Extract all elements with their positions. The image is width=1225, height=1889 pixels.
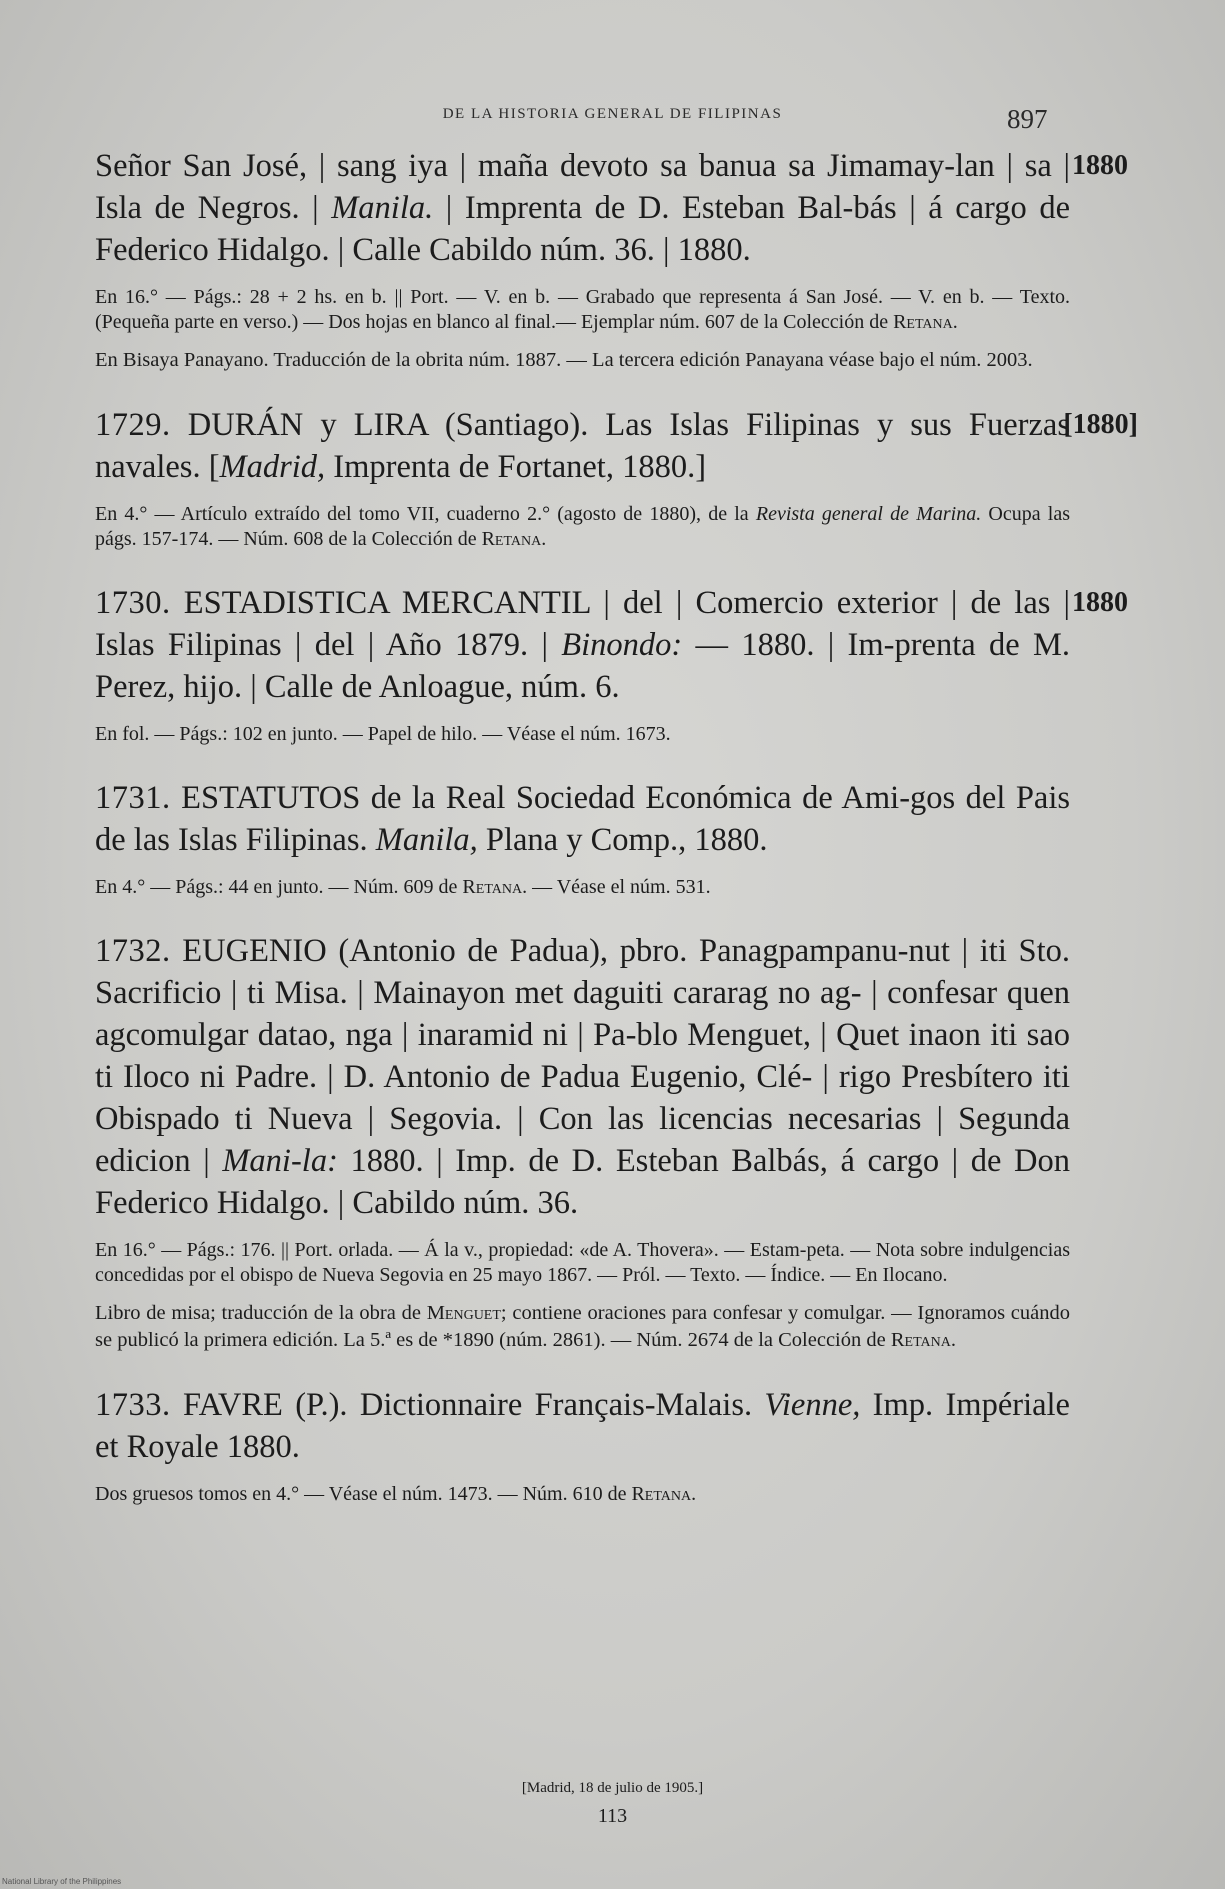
entry-1729 bbox=[95, 404, 1138, 552]
entry-commentary: Libro de misa; traducción de la obra de Menguet; contiene oraciones para confesar y comulgar. — Ignoramos cuándo se publicó la primera edición. La 5.ª es de *1890 (núm. 2861). — Núm. 2674 de la Colección de Retana. bbox=[95, 1302, 1070, 1351]
entry-year: [1880] bbox=[1063, 409, 1138, 440]
printer-signature: 113 bbox=[597, 1805, 628, 1827]
entry-1733 bbox=[95, 1384, 1070, 1507]
running-title: DE LA HISTORIA GENERAL DE FILIPINAS bbox=[442, 106, 783, 122]
entry-title: 1731. ESTATUTOS de la Real Sociedad Económica de Ami-gos del Pais de las Islas Filipinas. Manila, Plana y Comp., 1880. bbox=[95, 780, 1070, 858]
entry-notes: En 4.° — Págs.: 44 en junto. — Núm. 609 de Retana. — Véase el núm. 531. bbox=[95, 876, 711, 898]
footer-date: [Madrid, 18 de julio de 1905.] bbox=[521, 1780, 704, 1796]
entry-notes: En fol. — Págs.: 102 en junto. — Papel de hilo. — Véase el núm. 1673. bbox=[95, 723, 671, 745]
entry-number: 1730. bbox=[95, 585, 171, 621]
entry-year: 1880 bbox=[1072, 150, 1128, 181]
entry-year: 1880 bbox=[1072, 587, 1128, 618]
entry-1731 bbox=[95, 777, 1070, 900]
entry-1732 bbox=[95, 930, 1070, 1354]
entry-continuation bbox=[95, 145, 1128, 374]
entry-notes: Dos gruesos tomos en 4.° — Véase el núm. 1473. — Núm. 610 de Retana. bbox=[95, 1483, 697, 1505]
entry-notes: En 16.° — Págs.: 28 + 2 hs. en b. || Port. — V. en b. — Grabado que representa á San José. — V. en b. — Texto. (Pequeña parte en verso.) — Dos hojas en blanco al final.— Ejemplar núm. 607 de la Colección de Retana. bbox=[95, 286, 1070, 333]
entry-1730 bbox=[95, 582, 1128, 747]
page-number: 897 bbox=[1007, 104, 1048, 134]
entry-title: Señor San José, | sang iya | maña devoto sa banua sa Jimamay-lan | sa | Isla de Negros. | Manila. | Imprenta de D. Esteban Bal-bás | á cargo de Federico Hidalgo. | Calle Cabildo núm. 36. | 1880. bbox=[95, 148, 1070, 268]
entry-number: 1731. bbox=[95, 780, 171, 816]
entry-number: 1729. bbox=[95, 407, 171, 443]
entry-title: 1733. FAVRE (P.). Dictionnaire Français-Malais. Vienne, Imp. Impériale et Royale 1880. bbox=[95, 1387, 1070, 1465]
library-watermark: National Library of the Philippines bbox=[2, 1877, 122, 1886]
bibliography-content bbox=[95, 145, 1138, 1507]
entry-title: 1732. EUGENIO (Antonio de Padua), pbro. Panagpampanu-nut | iti Sto. Sacrificio | ti Misa. | Mainayon met daguiti cararag no ag- | confesar quen agcomulgar datao, nga | inaramid ni | Pa-blo Menguet, | Quet inaon iti sao ti Iloco ni Padre. | D. Antonio de Padua Eugenio, Clé- | rigo Presbítero iti Obispado ti Nueva | Segovia. | Con las licencias necesarias | Segunda edicion | Mani-la: 1880. | Imp. de D. Esteban Balbás, á cargo | de Don Federico Hidalgo. | Cabildo núm. 36. bbox=[95, 933, 1070, 1221]
entry-notes: En 16.° — Págs.: 176. || Port. orlada. — Á la v., propiedad: «de A. Thovera». — Estam-peta. — Nota sobre indulgencias concedidas por el obispo de Nueva Segovia en 25 mayo 1867. — Pról. — Texto. — Índice. — En Ilocano. bbox=[95, 1239, 1070, 1286]
entry-title: 1729. DURÁN y LIRA (Santiago). Las Islas Filipinas y sus Fuerzas navales. [Madrid, Imprenta de Fortanet, 1880.] bbox=[95, 407, 1070, 485]
entry-title: 1730. ESTADISTICA MERCANTIL | del | Comercio exterior | de las | Islas Filipinas | del | Año 1879. | Binondo: — 1880. | Im-prenta de M. Perez, hijo. | Calle de Anloague, núm. 6. bbox=[95, 585, 1071, 705]
entry-number: 1732. bbox=[95, 933, 171, 969]
entry-commentary: En Bisaya Panayano. Traducción de la obrita núm. 1887. — La tercera edición Panayana véase bajo el núm. 2003. bbox=[95, 349, 1033, 371]
entry-notes: En 4.° — Artículo extraído del tomo VII, cuaderno 2.° (agosto de 1880), de la Revista general de Marina. Ocupa las págs. 157-174. — Núm. 608 de la Colección de Retana. bbox=[95, 503, 1070, 550]
entry-number: 1733. bbox=[95, 1387, 171, 1423]
